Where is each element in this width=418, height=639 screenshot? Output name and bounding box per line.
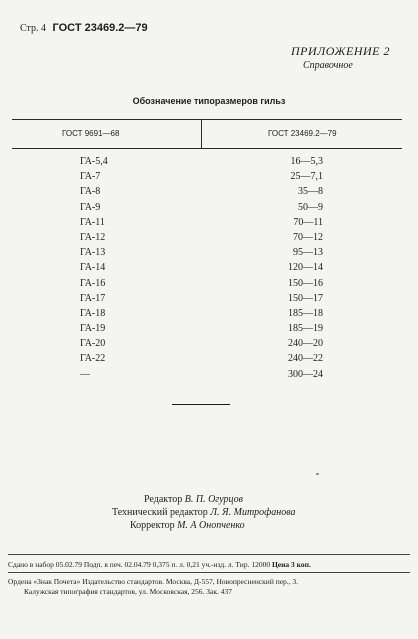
cell-new-designation: 35—8 [298,186,323,198]
column-header-new-standard: ГОСТ 23469.2—79 [268,129,337,138]
cell-old-designation: ГА-18 [80,307,106,319]
editor-label: Редактор [144,494,183,505]
cell-old-designation: ГА-9 [80,201,101,213]
table-row [0,156,418,171]
editor-line [112,493,332,506]
cell-old-designation: ГА-5,4 [80,156,108,167]
cell-new-designation: 185—19 [288,323,323,335]
cell-new-designation: 300—24 [288,368,323,380]
table-row [0,323,418,338]
table-row [0,278,418,293]
table-row [0,247,418,262]
running-head [20,22,148,34]
table-header-rule [12,148,402,149]
table-row [0,232,418,247]
cell-new-designation: 120—14 [288,262,323,274]
standard-number: ГОСТ 23469.2—79 [52,22,148,34]
table-row [0,186,418,201]
corrector-label: Корректор [130,520,175,531]
cell-old-designation: — [80,368,90,380]
cell-old-designation: ГА-14 [80,262,106,274]
price: Цена 3 коп. [271,560,311,569]
cell-new-designation: 240—22 [288,353,323,365]
printer-line: Калужская типография стандартов, ул. Московская, 256. Зак. 437 [24,587,233,596]
cell-old-designation: ГА-8 [80,186,101,198]
table-row [0,171,418,186]
cell-old-designation: ГА-7 [80,171,101,183]
cell-new-designation: 150—17 [288,292,323,304]
cell-new-designation: 240—20 [288,338,323,350]
table-row [0,353,418,368]
cell-old-designation: ГА-22 [80,353,106,365]
column-header-old-standard: ГОСТ 9691—68 [62,129,120,138]
column-separator [201,119,202,148]
table-row [0,308,418,323]
cell-new-designation: 16—5,3 [290,156,323,167]
table-row [0,217,418,232]
table-top-rule [12,119,402,120]
table-title: Обозначение типоразмеров гильз [132,96,286,106]
cell-old-designation: ГА-12 [80,231,106,243]
editor-name: В. П. Огурцов [184,494,243,505]
print-speck [316,473,319,475]
table-body [0,156,418,384]
cell-old-designation: ГА-11 [80,216,105,228]
credits-block [112,493,332,532]
cell-new-designation: 95—13 [293,247,323,259]
cell-old-designation: ГА-20 [80,338,106,350]
tech-editor-line [112,506,332,519]
cell-new-designation: 70—11 [293,216,323,228]
table-row [0,338,418,353]
tech-editor-label: Технический редактор [112,507,208,518]
cell-old-designation: ГА-17 [80,292,106,304]
organization-block [8,577,412,597]
cell-new-designation: 25—7,1 [290,171,323,183]
imprint-line [8,560,412,569]
imprint-top-rule [8,554,410,555]
corrector-line [112,519,332,532]
appendix-title: ПРИЛОЖЕНИЕ 2 [291,44,390,58]
cell-new-designation: 70—12 [293,231,323,243]
cell-new-designation: 50—9 [298,201,323,213]
page-label: Стр. 4 [20,23,47,34]
cell-old-designation: ГА-19 [80,323,106,335]
tech-editor-name: Л. Я. Митрофанова [210,507,296,518]
cell-new-designation: 185—18 [288,307,323,319]
corrector-name: М. А Онопченко [177,520,245,531]
table-row [0,262,418,277]
appendix-subtitle: Справочное [303,60,353,71]
cell-old-designation: ГА-16 [80,277,106,289]
imprint-text: Сдано в набор 05.02.79 Подп. в печ. 02.04.79 0,375 п. л. 0,21 уч.-изд. л. Тир. 12000 [8,560,271,569]
publisher-line: Ордена «Знак Почета» Издательство стандартов. Москва, Д-557, Новопресненский пер., 3. [8,577,299,586]
table-row [0,369,418,384]
end-rule [172,404,230,405]
table-row [0,202,418,217]
table-row [0,293,418,308]
cell-old-designation: ГА-13 [80,247,106,259]
imprint-bottom-rule [8,572,410,573]
cell-new-designation: 150—16 [288,277,323,289]
